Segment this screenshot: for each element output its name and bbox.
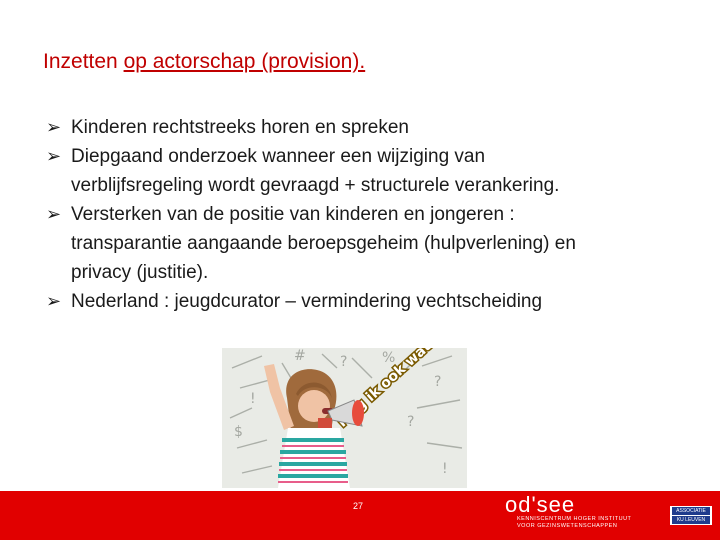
bullet-text: Versterken van de positie van kinderen en jongeren :: [71, 204, 515, 225]
slide-title: [43, 50, 365, 74]
svg-text:$: $: [234, 424, 243, 440]
bullet-item: [46, 142, 706, 200]
page-number: 27: [353, 501, 364, 511]
ku-leuven-logo: [670, 506, 712, 525]
title-underlined: op actorschap (provision).: [123, 50, 366, 73]
title-prefix: Inzetten: [43, 50, 124, 73]
bullet-text: Nederland : jeugdcurator – vermindering vechtscheiding: [71, 291, 543, 312]
svg-text:!: !: [250, 391, 256, 407]
svg-text:!: !: [442, 461, 448, 477]
logo-subtitle-2: VOOR GEZINSWETENSCHAPPEN: [517, 523, 618, 529]
odisee-logo: [505, 494, 631, 530]
arrow-bullet-icon: ➢: [46, 204, 62, 224]
assoc-line-2: KU LEUVEN: [672, 516, 710, 524]
arrow-bullet-icon: ➢: [46, 146, 62, 166]
bullet-text: verblijfsregeling wordt gevraagd + structurele verankering.: [71, 175, 560, 196]
bullet-text: transparantie aangaande beroepsgeheim (hulpverlening) en: [71, 233, 576, 254]
bullet-item: [46, 287, 706, 316]
girl-megaphone-image: [222, 348, 467, 488]
bullet-item: [46, 113, 706, 142]
arrow-bullet-icon: ➢: [46, 291, 62, 311]
svg-text:?: ?: [340, 354, 348, 370]
svg-text:%: %: [382, 350, 396, 366]
bullet-item: [46, 200, 706, 287]
bullet-text: Diepgaand onderzoek wanneer een wijziging van: [71, 146, 486, 167]
logo-subtitle-1: KENNISCENTRUM HOGER INSTITUUT: [517, 516, 632, 522]
svg-text:?: ?: [407, 414, 415, 430]
footer-bar: [0, 491, 720, 540]
assoc-line-1: ASSOCIATIE: [672, 507, 710, 515]
bullet-text: Kinderen rechtstreeks horen en spreken: [71, 117, 409, 138]
arrow-bullet-icon: ➢: [46, 117, 62, 137]
bullet-list: [46, 113, 706, 316]
svg-text:?: ?: [434, 374, 442, 390]
logo-mark: od'see: [505, 492, 576, 517]
svg-text:#: #: [294, 348, 306, 364]
bullet-text: privacy (justitie).: [71, 262, 209, 283]
